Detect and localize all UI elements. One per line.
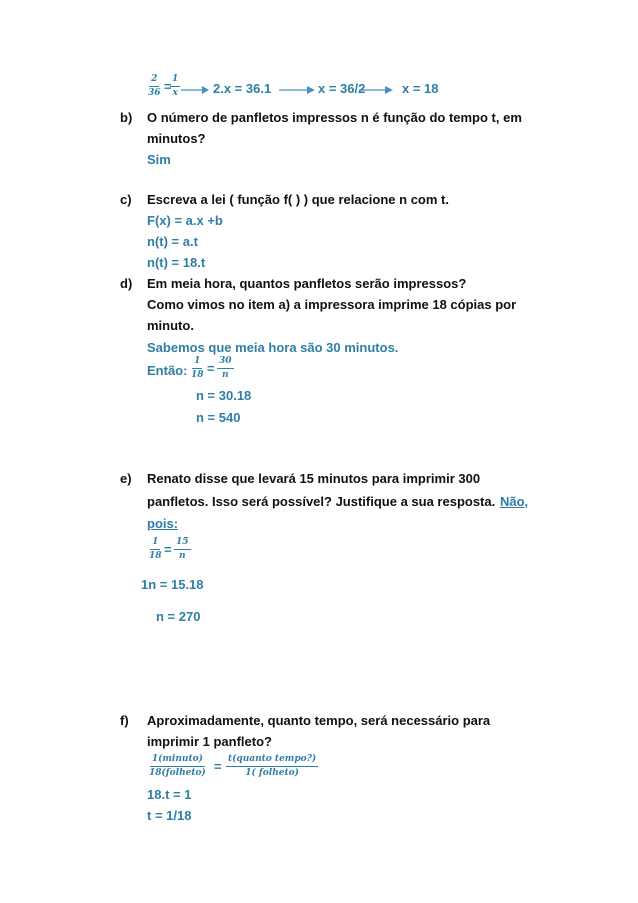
denominator: n: [178, 551, 186, 561]
top-fraction-1-over-x: [170, 74, 180, 99]
question-b-line-2: minutos?: [147, 131, 206, 146]
numerator: 15: [174, 537, 191, 550]
equals-sign: =: [207, 361, 215, 376]
top-fraction-2-over-36: [146, 74, 163, 99]
answer-c-line-2: n(t) = a.t: [147, 234, 198, 249]
question-d-text: Em meia hora, quantos panfletos serão impressos?: [147, 276, 467, 291]
equals-sign: =: [214, 759, 222, 774]
d-fraction-1-over-18: [189, 356, 206, 381]
answer-c-line-1: F(x) = a.x +b: [147, 213, 223, 228]
numerator: 1: [192, 356, 202, 369]
question-c-label: c): [120, 192, 132, 207]
denominator: 18: [191, 370, 204, 380]
question-f-label: f): [120, 713, 129, 728]
denominator: 18: [149, 551, 162, 561]
question-f-line-2: imprimir 1 panfleto?: [147, 734, 272, 749]
answer-f-line-1: 18.t = 1: [147, 787, 192, 802]
question-d-note-line-1: Como vimos no item a) a impressora imprime 18 cópias por: [147, 297, 517, 312]
answer-c-line-3: n(t) = 18.t: [147, 255, 206, 270]
d-fraction-30-over-n: [217, 356, 234, 381]
e-fraction-15-over-n: [174, 537, 191, 562]
denominator: 36: [148, 88, 161, 98]
denominator: n: [221, 370, 229, 380]
equals-sign: =: [164, 79, 172, 94]
numerator: 1(minuto): [150, 754, 205, 767]
e-fraction-1-over-18: [147, 537, 164, 562]
question-b-label: b): [120, 110, 133, 125]
f-fraction-minute-over-leaflet: [147, 754, 208, 779]
numerator: t(quanto tempo?): [226, 754, 318, 767]
question-b-line-1: O número de panfletos impressos n é função do tempo t, em: [147, 110, 522, 125]
top-step-3: x = 18: [402, 81, 439, 96]
answer-e-nao: Não,: [500, 494, 529, 509]
top-step-1: 2.x = 36.1: [213, 81, 272, 96]
numerator: 30: [217, 356, 234, 369]
numerator: 1: [170, 74, 180, 87]
arrow-right-icon: [180, 84, 210, 96]
question-d-label: d): [120, 276, 133, 291]
answer-d-then-label: Então:: [147, 363, 188, 378]
top-step-2: x = 36/2: [318, 81, 366, 96]
answer-f-line-2: t = 1/18: [147, 808, 192, 823]
question-d-note-line-2: minuto.: [147, 318, 194, 333]
question-e-line-1: Renato disse que levará 15 minutos para imprimir 300: [147, 471, 481, 486]
answer-d-line-2: n = 30.18: [196, 388, 252, 403]
answer-e-pois: pois:: [147, 516, 179, 531]
question-c-text: Escreva a lei ( função f( ) ) que relacione n com t.: [147, 192, 449, 207]
answer-e-line-1: 1n = 15.18: [141, 577, 204, 592]
f-fraction-time-over-leaflet: [226, 754, 318, 779]
answer-d-line-1: Sabemos que meia hora são 30 minutos.: [147, 340, 399, 355]
answer-d-line-3: n = 540: [196, 410, 241, 425]
denominator: 1( folheto): [245, 768, 299, 778]
numerator: 1: [150, 537, 160, 550]
question-f-line-1: Aproximadamente, quanto tempo, será necessário para: [147, 713, 491, 728]
question-e-line-2: panfletos. Isso será possível? Justifique a sua resposta.: [147, 494, 496, 509]
question-e-label: e): [120, 471, 132, 486]
denominator: x: [172, 88, 178, 98]
arrow-right-icon: [358, 84, 394, 96]
denominator: 18(folheto): [149, 768, 206, 778]
equals-sign: =: [164, 542, 172, 557]
numerator: 2: [149, 74, 159, 87]
answer-e-line-2: n = 270: [156, 609, 201, 624]
answer-b: Sim: [147, 152, 171, 167]
arrow-right-icon: [278, 84, 316, 96]
